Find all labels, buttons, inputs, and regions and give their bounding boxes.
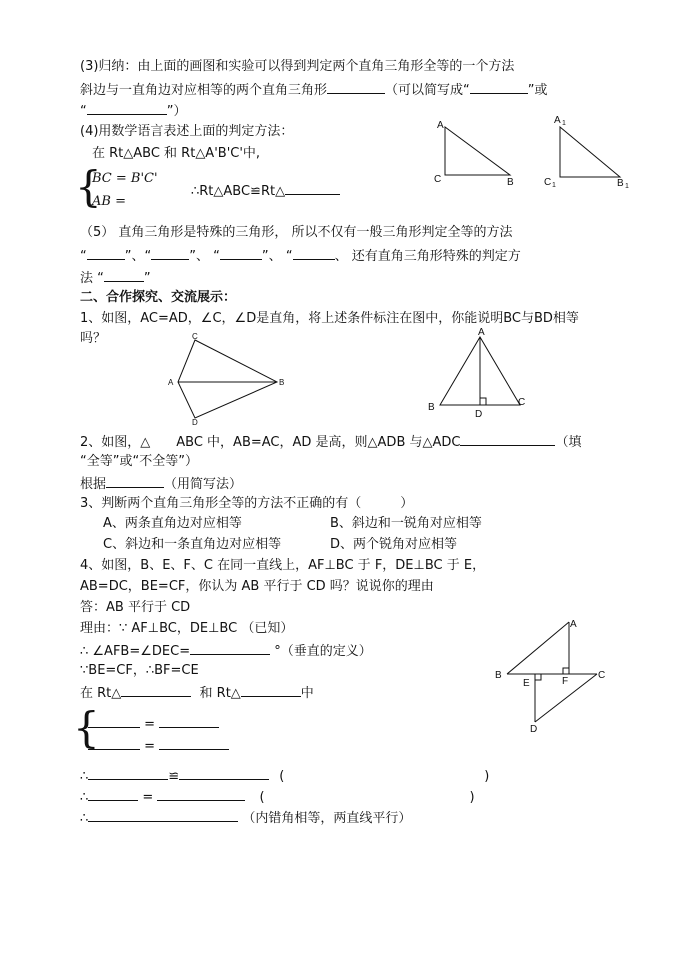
label-c: C [192,332,198,341]
s5-line3 [80,268,151,288]
quote: ” [261,249,269,264]
label-e: E [523,678,530,689]
q1-line2: 吗？ [80,331,107,346]
q3-option-a[interactable]: A、两条直角边对应相等 [103,516,242,531]
answer-blank[interactable] [88,787,138,801]
paren: ) [469,790,475,805]
q4-text: °（垂直的定义） [274,644,372,659]
separator: 、 [268,249,282,264]
q4-final-line [80,808,411,828]
label-a1: A [554,115,561,126]
s3-text: （可以简写成“ [385,83,470,98]
figure-triangle-a1b1c1 [545,113,645,193]
s3-line2 [80,80,548,100]
q2-text: （填 [555,435,582,450]
q4-text: 和 Rt△ [199,686,241,701]
paren: ( [259,790,265,805]
figure-q1 [165,330,295,425]
q1-line1: 1、如图，AC=AD，∠C，∠D是直角，将上述条件标注在图中，你能说明BC与BD相等 [80,311,579,326]
answer-blank[interactable] [157,787,245,801]
q2-line1 [80,432,582,452]
s4-conclusion-text: ∴Rt△ABC≌Rt△ [191,184,286,199]
q4-answer: 答：AB 平行于 CD [80,600,191,615]
quote: ” [124,249,132,264]
q3-option-d[interactable]: D、两个锐角对应相等 [330,537,458,552]
quote: ” [189,249,197,264]
s3-text: “ [80,104,87,119]
answer-blank[interactable] [121,683,191,697]
quote: “ [285,249,293,264]
label-a: A [478,327,485,338]
answer-blank[interactable] [285,181,340,195]
label-a: A [168,378,174,387]
answer-blank[interactable] [88,736,140,750]
answer-blank[interactable] [106,474,164,488]
label-c1: C [544,177,552,188]
q2-line3 [80,474,242,494]
s5-text: 、 还有直角三角形特殊的判定方 [334,249,521,264]
s5-line1: （5） 直角三角形是特殊的三角形， 所以不仅有一般三角形判定全等的方法 [80,225,513,240]
label-c1-sub: 1 [552,182,556,189]
q3-option-b[interactable]: B、斜边和一锐角对应相等 [330,516,482,531]
separator: 、 [196,249,210,264]
label-d: D [192,418,198,427]
answer-blank[interactable] [104,268,144,282]
answer-blank[interactable] [87,101,167,115]
q4-eq-row2 [88,736,229,756]
label-b: B [428,402,435,413]
q4-congruent-line [80,766,489,786]
label-b: B [507,177,514,188]
answer-blank[interactable] [87,246,125,260]
quote: “ [213,249,220,264]
q4-line2: AB=DC，BE=CF，你认为 AB 平行于 CD 吗？说说你的理由 [80,579,434,594]
paren: ( [279,769,285,784]
answer-blank[interactable] [88,808,238,822]
left-brace: { [73,703,100,752]
answer-blank[interactable] [151,246,189,260]
figure-q4 [492,612,612,737]
figure-q2 [425,325,535,420]
q4-text: ∴ ∠AFB=∠DEC= [80,644,191,659]
congruent-sign: ≌ [168,769,180,784]
q4-equal-line [80,787,475,807]
equals: = [142,790,154,805]
s4-intro: 在 Rt△ABC 和 Rt△A'B'C'中, [92,146,261,161]
q4-line1: 4、如图，B、E、F、C 在同一直线上，AF⊥BC 于 F，DE⊥BC 于 E， [80,558,486,573]
label-c: C [518,397,526,408]
q4-text: 在 Rt△ [80,686,122,701]
label-b1: B [617,178,624,189]
s3-line3 [80,101,187,121]
equals: = [144,739,156,754]
q3-option-c[interactable]: C、斜边和一条直角边对应相等 [103,537,282,552]
label-b: B [279,378,285,387]
answer-blank[interactable] [159,714,219,728]
label-a: A [570,619,577,630]
therefore: ∴ [80,811,89,826]
answer-blank[interactable] [470,80,528,94]
s3-line1: (3)归纳：由上面的画图和实验可以得到判定两个直角三角形全等的一个方法 [80,59,515,74]
s4-eq1: BC = B'C' [92,171,158,186]
answer-blank[interactable] [179,766,269,780]
left-brace: { [75,162,102,211]
separator: 、 [131,249,145,264]
therefore: ∴ [80,790,89,805]
answer-blank[interactable] [190,641,270,655]
answer-blank[interactable] [88,766,168,780]
answer-blank[interactable] [88,714,140,728]
equals: = [144,717,156,732]
answer-blank[interactable] [327,80,385,94]
s4-conclusion [191,181,340,201]
q4-eq-row1 [88,714,219,734]
answer-blank[interactable] [241,683,301,697]
answer-blank[interactable] [220,246,262,260]
quote: “ [80,249,87,264]
q4-reason: 理由：∵ AF⊥BC，DE⊥BC （已知） [80,621,294,636]
s4-eq2: AB = [92,194,126,209]
label-d: D [475,409,483,420]
figure-triangle-abc [425,115,525,195]
q4-text: 中 [300,686,314,701]
s3-text: ”或 [527,83,548,98]
label-a: A [437,120,444,131]
q2-text: 根据 [80,477,107,492]
s5-text: 法 “ [80,271,104,286]
q3-line1: 3、判断两个直角三角形全等的方法不正确的有（ ） [80,496,414,511]
q2-text: （用简写法） [164,477,243,492]
label-f: F [562,676,569,687]
q2-line2: “全等”或“不全等”） [80,454,198,469]
q4-angle-line [80,641,372,661]
answer-blank[interactable] [293,246,335,260]
label-c: C [598,670,606,681]
quote: “ [144,249,152,264]
label-b: B [495,670,502,681]
s5-text: ” [143,271,151,286]
answer-blank[interactable] [460,432,555,446]
label-d: D [530,724,538,735]
s3-text: ”） [166,104,187,119]
q4-text: （内错角相等，两直线平行） [242,811,412,826]
s3-text: 斜边与一直角边对应相等的两个直角三角形 [80,83,328,98]
s4-title: (4)用数学语言表述上面的判定方法： [80,124,294,139]
section-heading: 二、合作探究、交流展示： [80,290,237,305]
q2-text: 2、如图，△ ABC 中，AB=AC，AD 是高，则△ADB 与△ADC [80,435,461,450]
label-a1-sub: 1 [562,120,566,127]
q4-be-cf: ∵BE=CF，∴BF=CE [80,663,199,678]
s5-line2 [80,246,521,266]
answer-blank[interactable] [159,736,229,750]
q4-rt-line [80,683,314,703]
paren: ) [484,769,490,784]
label-c: C [434,174,442,185]
label-b1-sub: 1 [625,183,629,190]
therefore: ∴ [80,769,89,784]
